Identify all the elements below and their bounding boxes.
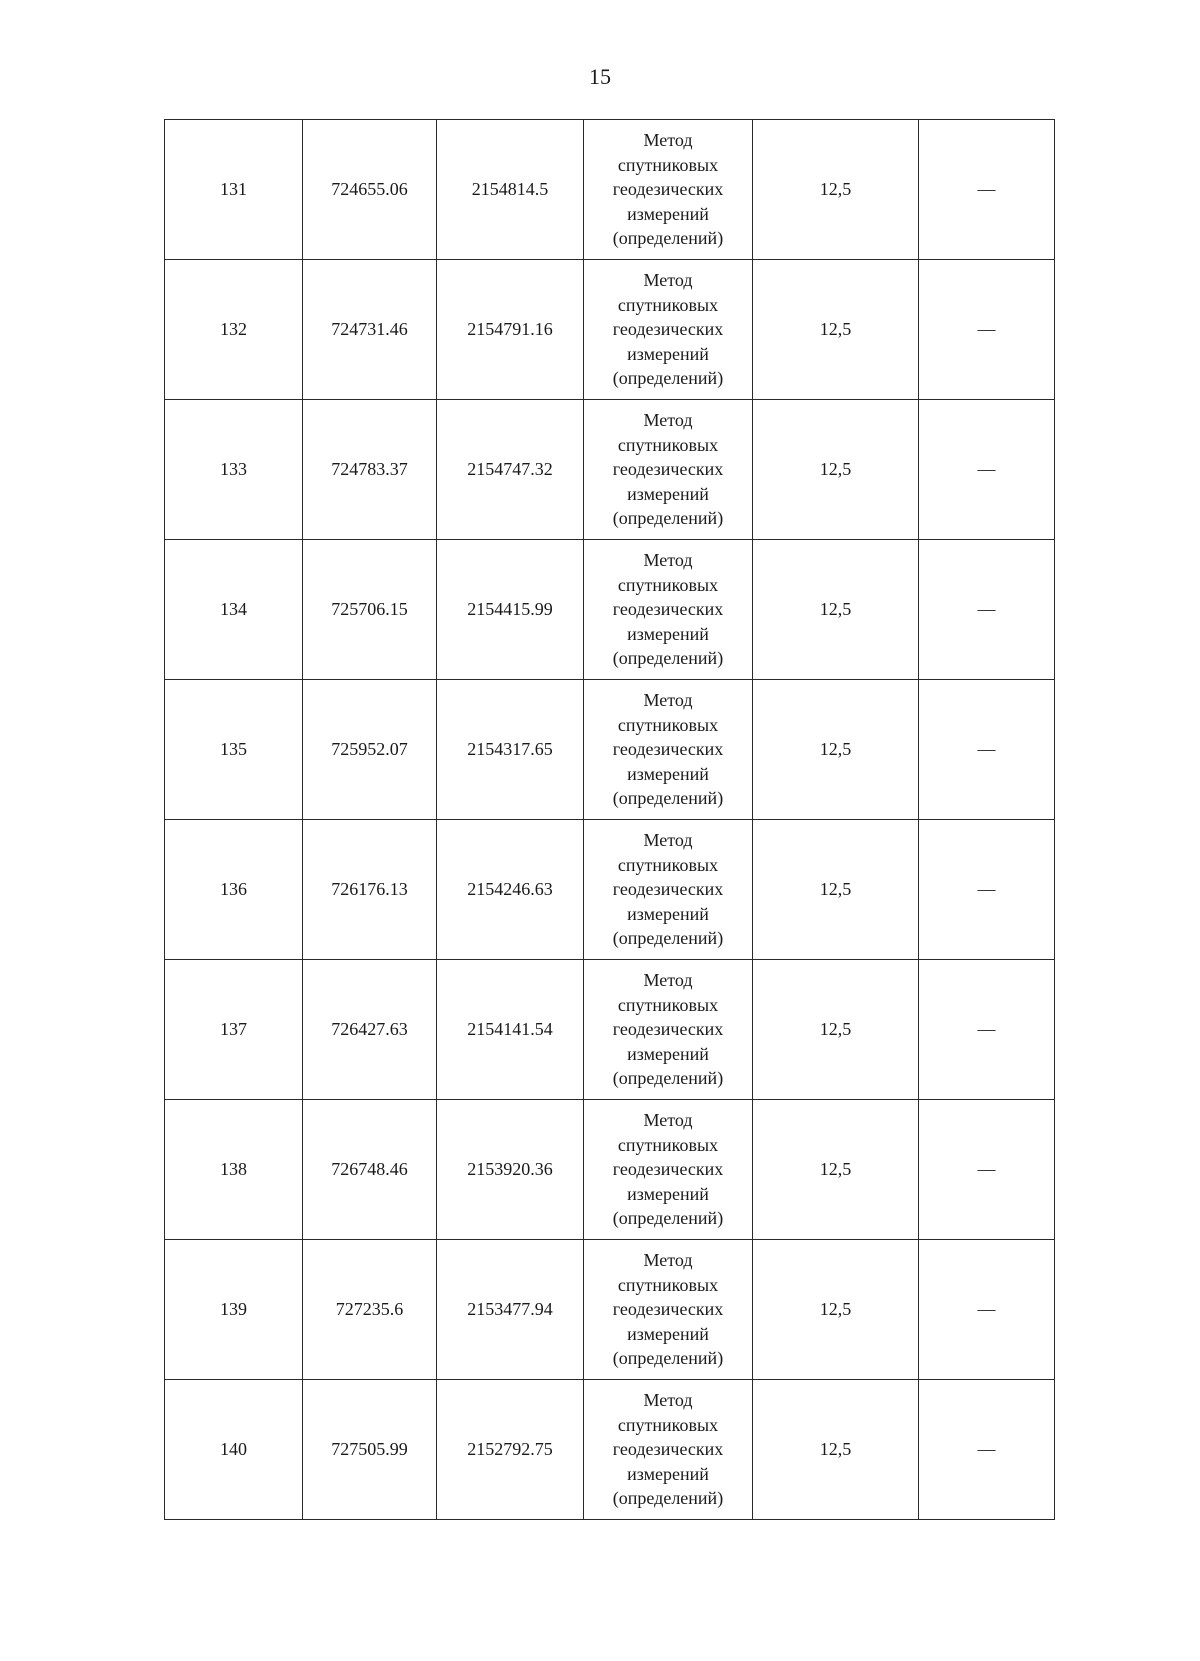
y-coordinate-cell: 2152792.75 (437, 1380, 584, 1520)
description-cell: — (919, 1380, 1055, 1520)
method-cell: Метод спутниковых геодезических измерений (определений) (584, 1240, 753, 1380)
description-cell: — (919, 400, 1055, 540)
x-coordinate-cell: 725706.15 (303, 540, 437, 680)
accuracy-cell: 12,5 (753, 540, 919, 680)
point-number-cell: 132 (165, 260, 303, 400)
table-row (165, 1100, 1055, 1240)
point-number-cell: 136 (165, 820, 303, 960)
coordinates-table-body (165, 120, 1055, 1520)
y-coordinate-cell: 2154317.65 (437, 680, 584, 820)
point-number-cell: 135 (165, 680, 303, 820)
accuracy-cell: 12,5 (753, 400, 919, 540)
accuracy-cell: 12,5 (753, 960, 919, 1100)
description-cell: — (919, 680, 1055, 820)
x-coordinate-cell: 726176.13 (303, 820, 437, 960)
method-cell: Метод спутниковых геодезических измерений (определений) (584, 260, 753, 400)
method-cell: Метод спутниковых геодезических измерений (определений) (584, 960, 753, 1100)
method-cell: Метод спутниковых геодезических измерений (определений) (584, 680, 753, 820)
method-cell: Метод спутниковых геодезических измерений (определений) (584, 1100, 753, 1240)
accuracy-cell: 12,5 (753, 260, 919, 400)
x-coordinate-cell: 727235.6 (303, 1240, 437, 1380)
point-number-cell: 140 (165, 1380, 303, 1520)
accuracy-cell: 12,5 (753, 1100, 919, 1240)
x-coordinate-cell: 726427.63 (303, 960, 437, 1100)
x-coordinate-cell: 725952.07 (303, 680, 437, 820)
table-row (165, 1240, 1055, 1380)
x-coordinate-cell: 724783.37 (303, 400, 437, 540)
table-row (165, 260, 1055, 400)
accuracy-cell: 12,5 (753, 820, 919, 960)
point-number-cell: 131 (165, 120, 303, 260)
y-coordinate-cell: 2154246.63 (437, 820, 584, 960)
x-coordinate-cell: 727505.99 (303, 1380, 437, 1520)
point-number-cell: 138 (165, 1100, 303, 1240)
description-cell: — (919, 1100, 1055, 1240)
table-row (165, 120, 1055, 260)
x-coordinate-cell: 724655.06 (303, 120, 437, 260)
point-number-cell: 133 (165, 400, 303, 540)
description-cell: — (919, 540, 1055, 680)
table-row (165, 540, 1055, 680)
description-cell: — (919, 260, 1055, 400)
y-coordinate-cell: 2153920.36 (437, 1100, 584, 1240)
accuracy-cell: 12,5 (753, 1380, 919, 1520)
point-number-cell: 139 (165, 1240, 303, 1380)
y-coordinate-cell: 2154141.54 (437, 960, 584, 1100)
point-number-cell: 137 (165, 960, 303, 1100)
y-coordinate-cell: 2154747.32 (437, 400, 584, 540)
y-coordinate-cell: 2154791.16 (437, 260, 584, 400)
method-cell: Метод спутниковых геодезических измерений (определений) (584, 540, 753, 680)
table-row (165, 680, 1055, 820)
accuracy-cell: 12,5 (753, 120, 919, 260)
method-cell: Метод спутниковых геодезических измерений (определений) (584, 120, 753, 260)
x-coordinate-cell: 724731.46 (303, 260, 437, 400)
description-cell: — (919, 820, 1055, 960)
description-cell: — (919, 960, 1055, 1100)
accuracy-cell: 12,5 (753, 680, 919, 820)
description-cell: — (919, 120, 1055, 260)
y-coordinate-cell: 2154814.5 (437, 120, 584, 260)
method-cell: Метод спутниковых геодезических измерений (определений) (584, 1380, 753, 1520)
coordinates-table (164, 119, 1055, 1520)
table-row (165, 400, 1055, 540)
description-cell: — (919, 1240, 1055, 1380)
method-cell: Метод спутниковых геодезических измерений (определений) (584, 820, 753, 960)
table-row (165, 960, 1055, 1100)
point-number-cell: 134 (165, 540, 303, 680)
x-coordinate-cell: 726748.46 (303, 1100, 437, 1240)
y-coordinate-cell: 2153477.94 (437, 1240, 584, 1380)
y-coordinate-cell: 2154415.99 (437, 540, 584, 680)
accuracy-cell: 12,5 (753, 1240, 919, 1380)
table-row (165, 820, 1055, 960)
page-number: 15 (589, 64, 611, 89)
method-cell: Метод спутниковых геодезических измерений (определений) (584, 400, 753, 540)
table-row (165, 1380, 1055, 1520)
